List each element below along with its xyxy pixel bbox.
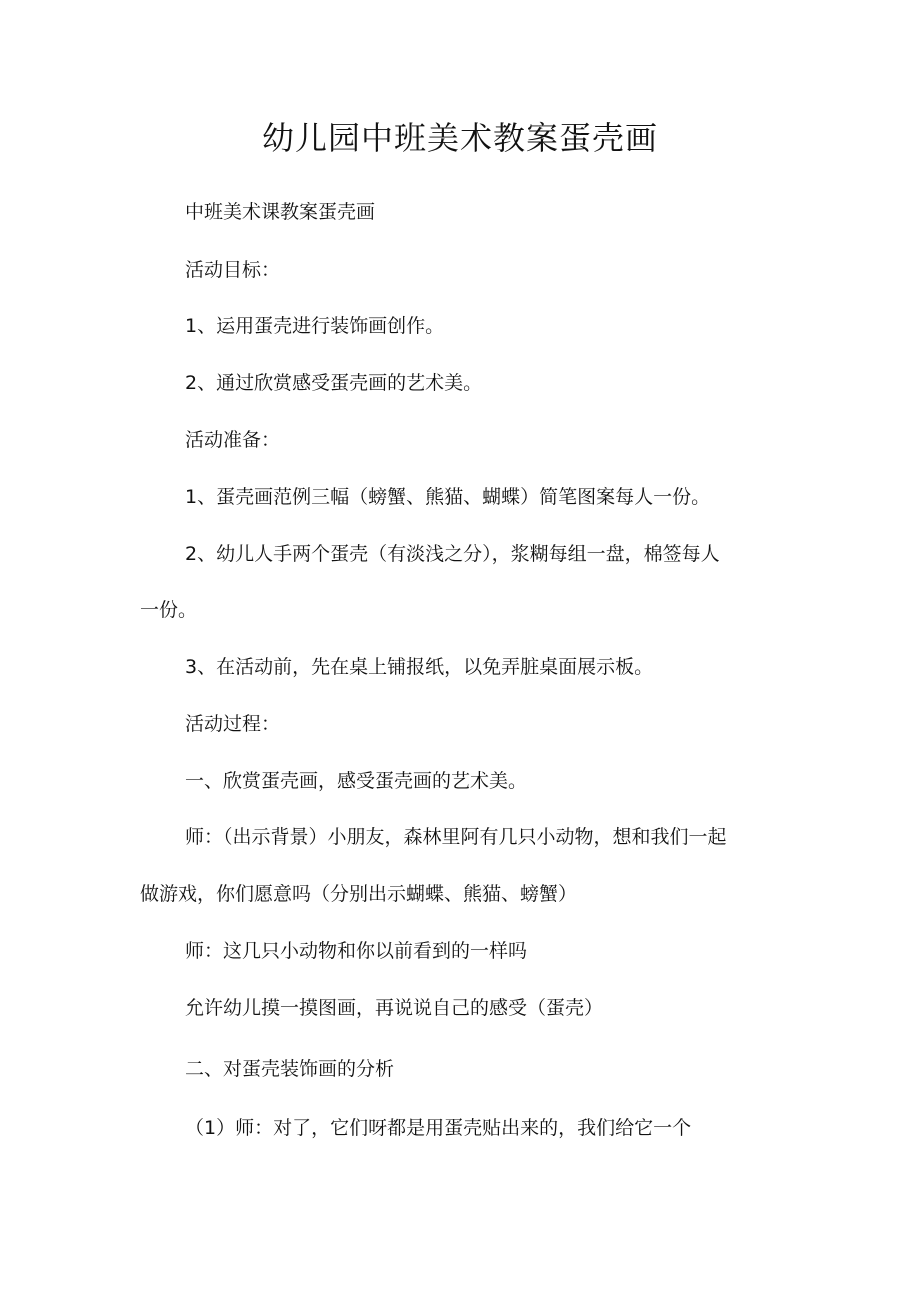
paragraph-goals-heading: 活动目标：	[185, 259, 281, 281]
paragraph-section-1: 一、欣赏蛋壳画，感受蛋壳画的艺术美。	[185, 770, 528, 792]
paragraph-prep-3: 3、在活动前，先在桌上铺报纸，以免弄脏桌面展示板。	[185, 656, 654, 678]
paragraph-teacher-2: 师：这几只小动物和你以前看到的一样吗	[185, 940, 528, 962]
paragraph-prep-2-cont: 一份。	[140, 599, 198, 621]
paragraph-prep-1: 1、蛋壳画范例三幅（螃蟹、熊猫、蝴蝶）简笔图案每人一份。	[185, 486, 711, 508]
paragraph-subtitle: 中班美术课教案蛋壳画	[185, 201, 376, 223]
paragraph-touch: 允许幼儿摸一摸图画，再说说自己的感受（蛋壳）	[185, 997, 604, 1019]
paragraph-section-2: 二、对蛋壳装饰画的分析	[185, 1058, 395, 1080]
document-title: 幼儿园中班美术教案蛋壳画	[261, 119, 658, 157]
paragraph-prep-2: 2、幼儿人手两个蛋壳（有淡浅之分），浆糊每组一盘，棉签每人	[185, 543, 720, 565]
paragraph-teacher-1: 师：（出示背景）小朋友，森林里阿有几只小动物，想和我们一起	[185, 826, 727, 848]
paragraph-analysis-1: （1）师：对了，它们呀都是用蛋壳贴出来的，我们给它一个	[185, 1117, 692, 1139]
paragraph-teacher-1-cont: 做游戏，你们愿意吗（分别出示蝴蝶、熊猫、螃蟹）	[140, 883, 578, 905]
paragraph-process-heading: 活动过程：	[185, 713, 281, 735]
paragraph-prep-heading: 活动准备：	[185, 429, 281, 451]
paragraph-goal-1: 1、运用蛋壳进行装饰画创作。	[185, 315, 445, 337]
paragraph-goal-2: 2、通过欣赏感受蛋壳画的艺术美。	[185, 372, 483, 394]
